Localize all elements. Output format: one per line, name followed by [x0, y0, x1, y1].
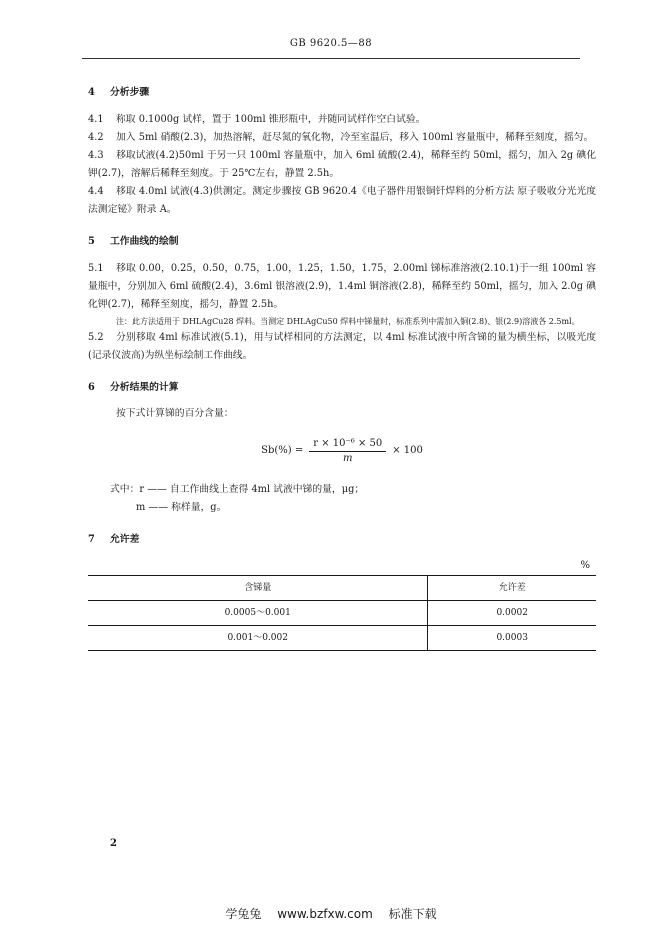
watermark-footer	[0, 905, 662, 922]
section-6-title: 6 分析结果的计算	[88, 382, 179, 393]
section-4-title: 4 分析步骤	[88, 87, 150, 98]
table-cell: 0.001～0.002	[88, 626, 428, 651]
footer-tagline: 标准下载	[388, 907, 437, 921]
paragraph-4-3: 4.3 移取试液(4.2)50ml 于另一只 100ml 容量瓶中，加入 6ml 硫酸(2.4)，稀释至约 50ml，摇匀，加入 2g 碘化钾(2.7)，溶解后稀释至刻度。于 25℃左右，静置 2.5h。	[88, 150, 596, 179]
table-header-row	[88, 576, 596, 601]
document-header: GB 9620.5—88	[289, 38, 373, 49]
note-5-1: 注：此方法适用于 DHLAgCu28 焊料。当测定 DHLAgCu50 焊料中锑量时，标准系列中需加入铜(2.8)、银(2.9)溶液各 2.5ml。	[116, 317, 580, 326]
table-unit: %	[580, 560, 590, 571]
table-row	[88, 626, 596, 651]
section-7-title: 7 允许差	[88, 534, 140, 545]
footer-url[interactable]: www.bzfxw.com	[277, 907, 373, 921]
paragraph-4-2: 4.2 加入 5ml 硝酸(2.3)，加热溶解，赶尽氮的氧化物，冷至室温后，移入 100ml 容量瓶中，稀释至刻度，摇匀。	[88, 132, 594, 143]
formula-lhs: Sb(%) =	[261, 445, 304, 456]
table-cell: 0.0003	[428, 626, 596, 651]
table-row	[88, 601, 596, 626]
paragraph-5-2: 5.2 分别移取 4ml 标准试液(5.1)，用与试样相同的方法测定，以 4ml 标准试液中所含锑的量为横坐标，以吸光度(记录仪波高)为纵坐标绘制工作曲线。	[88, 332, 596, 361]
paragraph-4-4: 4.4 移取 4.0ml 试液(4.3)供测定。测定步骤按 GB 9620.4《电子器件用银铜钎焊料的分析方法 原子吸收分光光度法测定铋》附录 A。	[88, 186, 596, 215]
tolerance-table	[88, 575, 596, 651]
formula-variable-m: m —— 称样量，g。	[136, 502, 227, 513]
table-cell: 0.0005～0.001	[88, 601, 428, 626]
paragraph-5-1: 5.1 移取 0.00，0.25，0.50，0.75，1.00，1.25，1.50，1.75，2.00ml 锑标准溶液(2.10.1)于一组 100ml 容量瓶中，分别加入 6ml 硫酸(2.4)，3.6ml 银溶液(2.9)，1.4ml 铜溶液(2.8)，稀释至约 50ml，摇匀，加入 2.0g 碘化钾(2.7)，稀释至刻度，摇匀，静置 2.5h。	[88, 263, 596, 310]
document-body	[88, 82, 596, 651]
table-header-cell: 含锑量	[88, 576, 428, 601]
table-header-cell: 允许差	[428, 576, 596, 601]
formula-numerator: r × 10⁻⁶ × 50	[309, 437, 386, 452]
table-cell: 0.0002	[428, 601, 596, 626]
antimony-formula	[88, 431, 596, 471]
formula-intro: 按下式计算锑的百分含量：	[116, 408, 234, 419]
formula-fraction	[309, 437, 386, 466]
formula-variable-r: 式中：r —— 自工作曲线上查得 4ml 试液中锑的量，μg；	[110, 484, 365, 495]
footer-site-name: 学兔兔	[225, 907, 262, 921]
page-number: 2	[110, 838, 117, 849]
header-divider	[82, 58, 580, 59]
formula-denominator: m	[342, 452, 353, 464]
formula-rhs: × 100	[392, 445, 423, 456]
section-5-title: 5 工作曲线的绘制	[88, 236, 179, 247]
paragraph-4-1: 4.1 称取 0.1000g 试样，置于 100ml 锥形瓶中，并随同试样作空白试验。	[88, 114, 426, 125]
